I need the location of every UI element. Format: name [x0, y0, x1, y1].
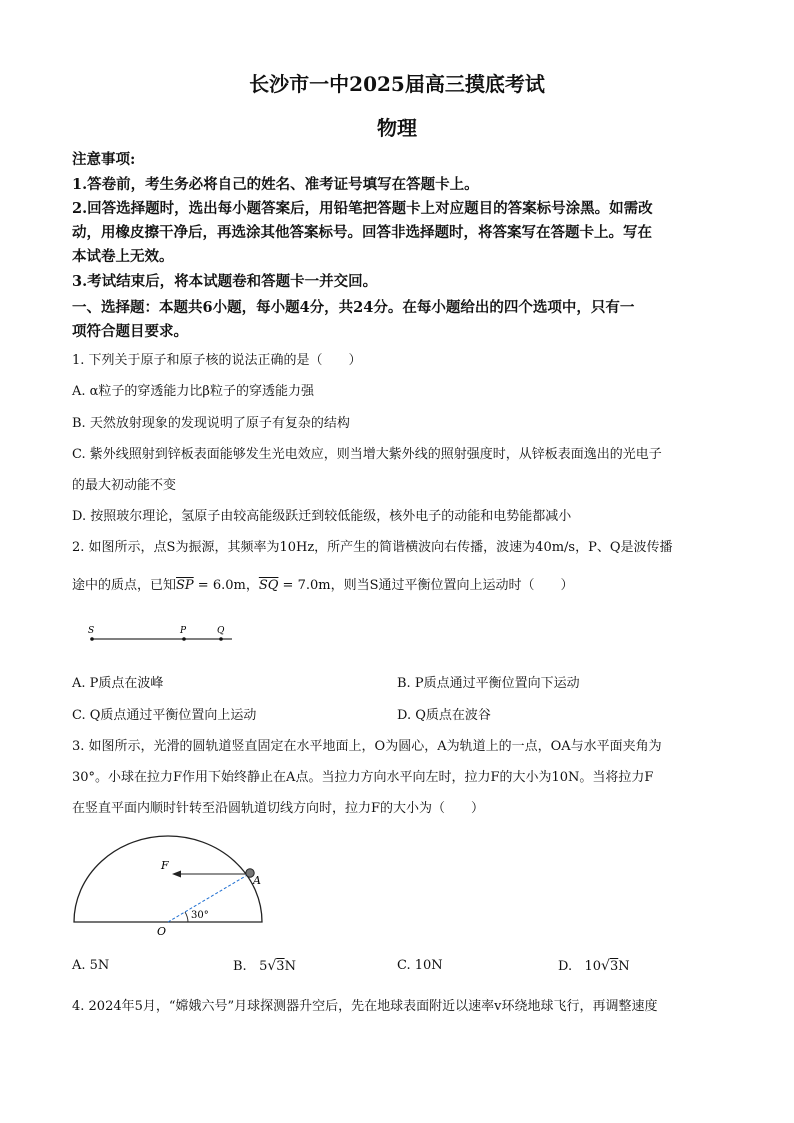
q3-option-d: D. 10√3N	[558, 958, 630, 974]
q4-stem: 4. 2024年5月，“嫦娥六号”月球探测器升空后，先在地球表面附近以速率v环绕地球飞行，再调整速度	[72, 999, 658, 1014]
label-f: F	[161, 859, 169, 872]
q1-option-b: B. 天然放射现象的发现说明了原子有复杂的结构	[72, 416, 350, 431]
label-p: P	[180, 626, 187, 636]
notice-item: 本试卷上无效。	[72, 248, 174, 265]
point-q	[219, 637, 223, 641]
q2-stem: 2. 如图所示，点S为振源，其频率为10Hz，所产生的简谐横波向右传播，波速为40m/s，P、Q是波传播	[72, 540, 673, 555]
notice-heading: 注意事项:	[72, 151, 136, 168]
q2-option-b: B. P质点通过平衡位置向下运动	[397, 676, 580, 691]
track-semicircle	[74, 836, 262, 922]
wave-line-figure	[80, 618, 250, 650]
q1-option-c-cont: 的最大初动能不变	[72, 478, 177, 493]
q1-option-d: D. 按照玻尔理论，氢原子由较高能级跃迁到较低能级，核外电子的动能和电势能都减小	[72, 509, 572, 524]
q1-stem: 1. 下列关于原子和原子核的说法正确的是（ ）	[72, 353, 362, 368]
q2-option-c: C. Q质点通过平衡位置向上运动	[72, 708, 257, 723]
label-a: A	[253, 874, 261, 887]
q2-stem-cont: 途中的质点，已知$\overline{SP} = 6.0m$，$\overline{SQ} = 7.0m$，则当S通过平衡位置向上运动时（ ）	[72, 578, 574, 593]
notice-item: 2.回答选择题时，选出每小题答案后，用铅笔把答题卡上对应题目的答案标号涂黑。如需改	[72, 200, 653, 217]
section-heading: 一、选择题：本题共6小题，每小题4分，共24分。在每小题给出的四个选项中，只有一	[72, 299, 635, 316]
q1-option-c: C. 紫外线照射到锌板表面能够发生光电效应，则当增大紫外线的照射强度时，从锌板表面逸出的光电子	[72, 447, 662, 462]
q3-option-a: A. 5N	[72, 958, 110, 973]
label-o: O	[157, 925, 167, 938]
point-s	[90, 637, 94, 641]
force-arrowhead	[172, 871, 181, 878]
q3-stem-cont: 在竖直平面内顺时针转至沿圆轨道切线方向时，拉力F的大小为（ ）	[72, 801, 485, 816]
q3-stem: 3. 如图所示，光滑的圆轨道竖直固定在水平地面上，O为圆心，A为轨道上的一点，OA与水平面夹角为	[72, 739, 662, 754]
label-q: Q	[217, 626, 225, 636]
q3-stem-cont: 30°。小球在拉力F作用下始终静止在A点。当拉力方向水平向左时，拉力F的大小为10N。当将拉力F	[72, 770, 654, 785]
sq-segment: $\overline{SQ}$	[258, 578, 279, 593]
q3-option-c: C. 10N	[397, 958, 443, 973]
q1-option-a: A. α粒子的穿透能力比β粒子的穿透能力强	[72, 384, 314, 399]
notice-item: 1.答卷前，考生务必将自己的姓名、准考证号填写在答题卡上。	[72, 176, 479, 193]
label-angle: 30°	[191, 910, 209, 921]
q3-option-b: B. 5√3N	[233, 958, 296, 974]
exam-title: 长沙市一中2025届高三摸底考试	[249, 72, 545, 96]
label-s: S	[88, 626, 95, 636]
sp-segment: $\overline{SP}$	[176, 578, 194, 593]
semicircle-track-figure	[60, 832, 280, 942]
subject-title: 物理	[377, 116, 417, 140]
point-p	[182, 637, 186, 641]
q2-option-a: A. P质点在波峰	[72, 676, 164, 691]
notice-item: 动，用橡皮擦干净后，再选涂其他答案标号。回答非选择题时，将答案写在答题卡上。写在	[72, 224, 652, 241]
q2-option-d: D. Q质点在波谷	[397, 708, 491, 723]
notice-item: 3.考试结束后，将本试题卷和答题卡一并交回。	[72, 273, 378, 290]
angle-arc	[185, 912, 188, 922]
section-heading-cont: 项符合题目要求。	[72, 323, 188, 340]
